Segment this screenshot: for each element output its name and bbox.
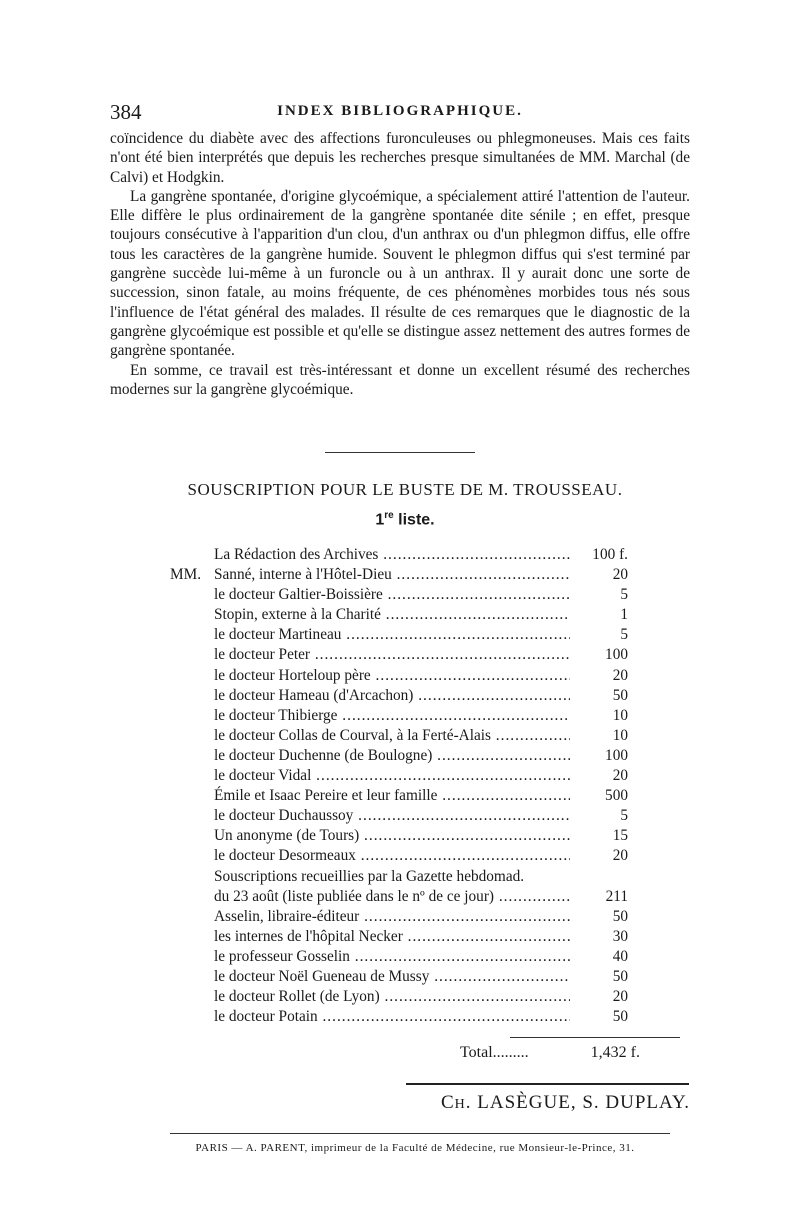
entry-name: Émile et Isaac Pereire et leur famille .....	[214, 786, 570, 806]
entry-amount: 40	[612, 947, 628, 965]
subscription-entry	[170, 846, 630, 866]
subscription-entry	[170, 545, 630, 565]
subscription-entry	[170, 967, 630, 987]
entry-amount: 30	[612, 927, 628, 945]
signature-rule	[406, 1083, 689, 1085]
entry-amount: 20	[612, 566, 628, 584]
subscription-list	[170, 545, 630, 1027]
subscription-entry	[170, 947, 630, 967]
paragraph: En somme, ce travail est très-intéressant et donne un excellent résumé des recherches modernes sur la gangrène glycoémique.	[110, 361, 690, 398]
entry-amount: 20	[612, 847, 628, 865]
paragraph: coïncidence du diabète avec des affections furonculeuses ou phlegmoneuses. Mais ces faits n'ont été bien interprétés que depuis les recherches presque simultanées de MM. Marchal (de Calvi) et Hodgkin.	[110, 130, 690, 186]
subscription-entry	[170, 666, 630, 686]
entry-amount: 5	[620, 807, 628, 825]
subscription-entry	[170, 806, 630, 826]
entry-amount: 50	[612, 967, 628, 985]
subscription-entry	[170, 786, 630, 806]
paragraph: La gangrène spontanée, d'origine glycoémique, a spécialement attiré l'attention de l'auteur. Elle diffère le plus ordinairement de la gangrène spontanée dite sénile ; en effet, presque toujours consécutive à l'apparition d'un clou, d'un anthrax ou d'un phlegmon diffus, elle offre tous les caractères de la gangrène humide. Souvent le phlegmon diffus qui s'est terminé par gangrène succède lui-même à un furoncle ou à un anthrax. Il y aurait donc une sorte de succession, sinon fatale, au moins fréquente, de ces phénomènes morbides tous nés sous l'influence de l'état général des malades. Il résulte de ces remarques que le diagnostic de la gangrène glycoémique est possible et qu'elle se distingue assez nettement des autres formes de gangrène spontanée.	[110, 187, 690, 360]
entry-amount: 50	[612, 907, 628, 925]
running-head: INDEX BIBLIOGRAPHIQUE.	[277, 103, 523, 119]
entry-name: le docteur Desormeaux .....	[214, 846, 570, 866]
entry-prefix: MM.	[170, 566, 202, 584]
entry-name: le docteur Peter .....	[214, 645, 570, 665]
entry-name: Stopin, externe à la Charité .....	[214, 605, 570, 625]
subscription-entry	[170, 585, 630, 605]
total-label: Total.........	[460, 1044, 529, 1061]
printer-imprint: PARIS — A. PARENT, imprimeur de la Faculté de Médecine, rue Monsieur-le-Prince, 31.	[195, 1142, 635, 1154]
signature: CH. LASÈGUE, S. DUPLAY.	[440, 1092, 690, 1113]
subscription-entry	[170, 746, 630, 766]
entry-name: Souscriptions recueillies par la Gazette hebdomad.	[214, 867, 525, 885]
entry-name: le docteur Duchenne (de Boulogne) .....	[214, 746, 570, 766]
subscription-entry	[170, 826, 630, 846]
footer-rule	[170, 1133, 670, 1134]
entry-name: le docteur Horteloup père .....	[214, 666, 570, 686]
entry-name: les internes de l'hôpital Necker .....	[214, 927, 570, 947]
subscription-entry	[170, 605, 630, 625]
subscription-title: SOUSCRIPTION POUR LE BUSTE DE M. TROUSSEAU.	[187, 480, 623, 499]
total-rule	[510, 1037, 680, 1038]
entry-name: le docteur Vidal .....	[214, 766, 570, 786]
entry-name: le docteur Galtier-Boissière .....	[214, 585, 570, 605]
entry-name: le docteur Noël Gueneau de Mussy .....	[214, 967, 570, 987]
entry-amount: 50	[612, 1008, 628, 1026]
subscription-entry	[170, 987, 630, 1007]
entry-amount: 5	[620, 586, 628, 604]
entry-amount: 100	[605, 646, 628, 664]
subscription-entry	[170, 625, 630, 645]
body-text	[110, 129, 690, 399]
entry-amount: 10	[612, 726, 628, 744]
entry-name: le docteur Rollet (de Lyon) .....	[214, 987, 570, 1007]
entry-amount: 20	[612, 767, 628, 785]
entry-amount: 5	[620, 626, 628, 644]
subscription-entry	[170, 1007, 630, 1027]
entry-name: le docteur Thibierge .....	[214, 706, 570, 726]
subscription-entry	[170, 867, 630, 887]
subscription-entry	[170, 887, 630, 907]
page-header	[110, 100, 690, 124]
entry-amount: 50	[612, 686, 628, 704]
entry-name: Un anonyme (de Tours) .....	[214, 826, 570, 846]
entry-name: le docteur Potain .....	[214, 1007, 570, 1027]
entry-amount: 15	[612, 827, 628, 845]
subscription-entry	[170, 726, 630, 746]
entry-name: le professeur Gosselin .....	[214, 947, 570, 967]
entry-amount: 100 f.	[592, 546, 628, 563]
section-divider	[325, 452, 475, 453]
subscription-entry	[170, 766, 630, 786]
entry-name: du 23 août (liste publiée dans le nº de ce jour) .....	[214, 887, 570, 907]
entry-amount: 100	[605, 746, 628, 764]
subscription-entry	[170, 706, 630, 726]
entry-amount: 20	[612, 988, 628, 1006]
entry-name: le docteur Hameau (d'Arcachon) .....	[214, 686, 570, 706]
entry-amount: 20	[612, 666, 628, 684]
entry-name: Sanné, interne à l'Hôtel-Dieu .....	[214, 565, 570, 585]
subscription-entry	[170, 645, 630, 665]
entry-name: le docteur Martineau .....	[214, 625, 570, 645]
entry-amount: 10	[612, 706, 628, 724]
entry-name: Asselin, libraire-éditeur .....	[214, 907, 570, 927]
entry-amount: 500	[605, 787, 628, 805]
entry-name: La Rédaction des Archives .....	[214, 545, 570, 565]
total-amount: 1,432 f.	[590, 1044, 640, 1061]
subscription-entry	[170, 686, 630, 706]
entry-name: le docteur Collas de Courval, à la Ferté-Alais .....	[214, 726, 570, 746]
entry-name: le docteur Duchaussoy .....	[214, 806, 570, 826]
subscription-list-label: 1re liste.	[375, 510, 435, 529]
entry-amount: 211	[605, 887, 628, 905]
subscription-entry	[170, 565, 630, 585]
subscription-entry	[170, 927, 630, 947]
subscription-entry	[170, 907, 630, 927]
page-number: 384	[110, 100, 142, 124]
entry-amount: 1	[620, 606, 628, 624]
